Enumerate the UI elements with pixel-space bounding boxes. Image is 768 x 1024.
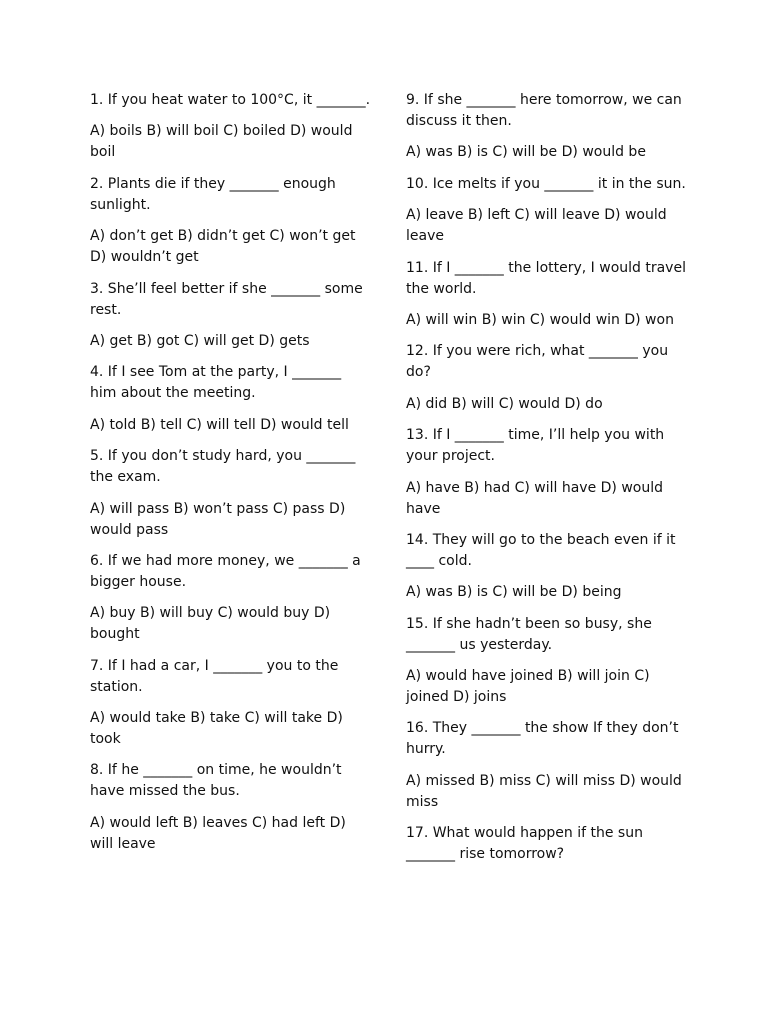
question-10: 10. Ice melts if you _______ it in the sun. bbox=[406, 175, 686, 192]
options-14: A) was B) is C) will be D) being bbox=[406, 584, 622, 601]
question-14: 14. They will go to the beach even if it ____ cold. bbox=[406, 531, 676, 569]
question-5: 5. If you don’t study hard, you _______ the exam. bbox=[90, 448, 356, 486]
right-column bbox=[406, 90, 686, 876]
question-2: 2. Plants die if they _______ enough sunlight. bbox=[90, 175, 336, 213]
options-1: A) boils B) will boil C) boiled D) would boil bbox=[90, 123, 353, 161]
question-9: 9. If she _______ here tomorrow, we can discuss it then. bbox=[406, 92, 682, 129]
options-9: A) was B) is C) will be D) would be bbox=[406, 144, 646, 161]
question-11: 11. If I _______ the lottery, I would travel the world. bbox=[406, 259, 686, 297]
options-13: A) have B) had C) will have D) would have bbox=[406, 479, 664, 517]
question-16: 16. They _______ the show If they don’t hurry. bbox=[406, 720, 679, 758]
question-17: 17. What would happen if the sun _______ rise tomorrow? bbox=[406, 825, 643, 863]
question-13: 13. If I _______ time, I’ll help you with your project. bbox=[406, 427, 665, 465]
options-16: A) missed B) miss C) will miss D) would miss bbox=[406, 772, 682, 810]
question-7: 7. If I had a car, I _______ you to the station. bbox=[90, 657, 339, 695]
options-8: A) would left B) leaves C) had left D) will leave bbox=[90, 814, 346, 852]
question-6: 6. If we had more money, we _______ a bigger house. bbox=[90, 552, 361, 590]
options-4: A) told B) tell C) will tell D) would tell bbox=[90, 416, 349, 433]
options-12: A) did B) will C) would D) do bbox=[406, 395, 603, 412]
options-5: A) will pass B) won’t pass C) pass D) would pass bbox=[90, 500, 346, 538]
question-3: 3. She’ll feel better if she _______ some rest. bbox=[90, 280, 363, 318]
question-12: 12. If you were rich, what _______ you do? bbox=[406, 343, 669, 381]
question-15: 15. If she hadn’t been so busy, she _______ us yesterday. bbox=[406, 615, 652, 653]
options-3: A) get B) got C) will get D) gets bbox=[90, 332, 310, 349]
options-11: A) will win B) win C) would win D) won bbox=[406, 311, 674, 328]
question-8: 8. If he _______ on time, he wouldn’t have missed the bus. bbox=[90, 762, 342, 800]
options-15: A) would have joined B) will join C) joined D) joins bbox=[406, 668, 650, 706]
options-2: A) don’t get B) didn’t get C) won’t get D) wouldn’t get bbox=[90, 228, 356, 266]
options-10: A) leave B) left C) will leave D) would leave bbox=[406, 207, 667, 245]
question-4: 4. If I see Tom at the party, I _______ him about the meeting. bbox=[90, 364, 342, 402]
options-6: A) buy B) will buy C) would buy D) bought bbox=[90, 605, 331, 643]
options-7: A) would take B) take C) will take D) took bbox=[90, 710, 343, 748]
question-1: 1. If you heat water to 100°C, it _______. bbox=[90, 92, 371, 108]
left-column bbox=[90, 90, 370, 865]
